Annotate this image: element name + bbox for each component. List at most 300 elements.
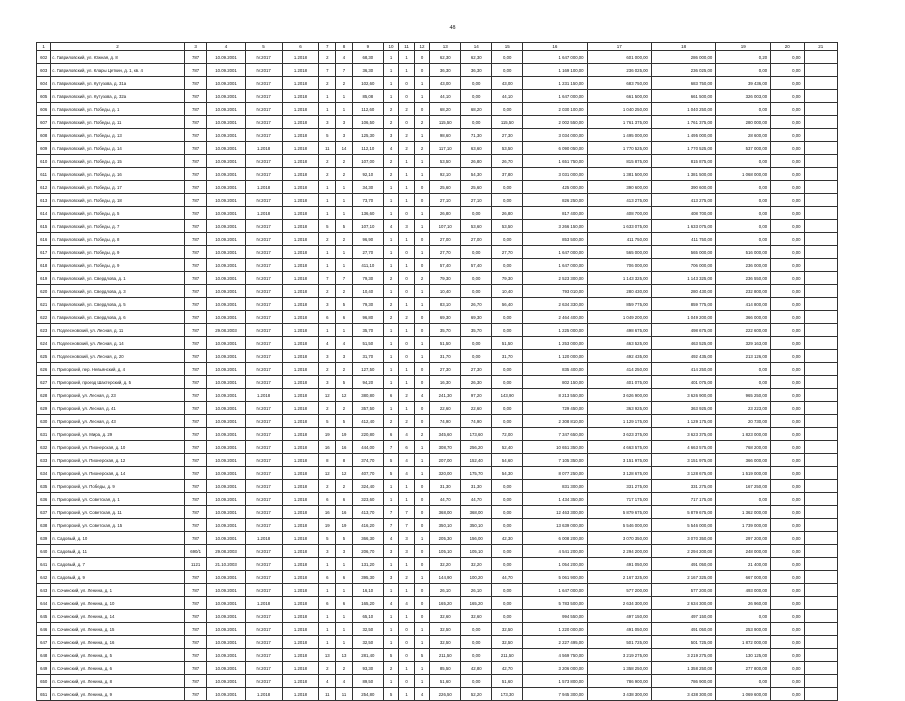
table-cell: 2 (414, 116, 429, 129)
table-cell: 623 (37, 324, 51, 337)
table-cell: 53,60 (461, 220, 492, 233)
table-row (37, 558, 838, 571)
table-cell: 69,30 (461, 311, 492, 324)
table-cell: 1 (319, 246, 336, 259)
table-cell: 994 550,00 (523, 610, 587, 623)
address-cell: п. Гавриловский, ул. Победы, д. 16 (51, 168, 185, 181)
table-cell: 4 (383, 532, 398, 545)
empty-cell (804, 649, 838, 662)
table-cell: 1 (336, 623, 353, 636)
table-cell: 1121 (184, 558, 207, 571)
table-cell: 2 (336, 402, 353, 415)
table-cell: 1.2018 (282, 493, 319, 506)
table-cell: 1 (399, 610, 414, 623)
table-cell: 2 (399, 142, 414, 155)
table-cell: 1 (383, 558, 398, 571)
table-cell: 0,00 (716, 64, 771, 77)
empty-cell (804, 194, 838, 207)
table-cell: 1 (383, 51, 398, 64)
table-cell: 607 (37, 116, 51, 129)
table-row (37, 571, 838, 584)
column-number: 17 (587, 43, 651, 51)
table-cell: 1 (414, 220, 429, 233)
table-cell: 0,00 (492, 545, 523, 558)
table-cell: 68,30 (352, 51, 383, 64)
table-cell: 10.09.2001 (207, 402, 245, 415)
table-cell: 577 200,00 (651, 584, 715, 597)
table-cell: 5 (336, 298, 353, 311)
table-cell: 350,10 (461, 519, 492, 532)
table-cell: 3 438 300,00 (651, 688, 715, 701)
table-cell: 1 358 250,00 (587, 662, 651, 675)
table-cell: 27,00 (430, 233, 461, 246)
table-cell: 29.08.2003 (207, 324, 245, 337)
table-cell: 10.09.2001 (207, 649, 245, 662)
table-cell: 89,50 (352, 675, 383, 688)
register-table (36, 42, 838, 701)
table-cell: 0,00 (771, 493, 804, 506)
table-cell: 1 434 350,00 (523, 493, 587, 506)
table-cell: 0,00 (492, 259, 523, 272)
table-row (37, 337, 838, 350)
table-cell: 0,00 (716, 675, 771, 688)
table-cell: 815 875,00 (651, 155, 715, 168)
table-cell: 11 (336, 688, 353, 701)
table-cell: 3 (336, 129, 353, 142)
address-cell: п. Садовый, д. 11 (51, 545, 185, 558)
table-cell: 308,70 (430, 441, 461, 454)
table-cell: 661 500,00 (651, 90, 715, 103)
table-cell: 26,70 (492, 155, 523, 168)
table-cell: 0,00 (771, 51, 804, 64)
address-cell: п. Подлесновский, ул. Лесная, д. 20 (51, 350, 185, 363)
table-cell: IV.2017 (245, 493, 282, 506)
table-cell: 21.10.2003 (207, 558, 245, 571)
column-number: 16 (523, 43, 587, 51)
table-row (37, 415, 838, 428)
table-cell: 0,00 (771, 246, 804, 259)
table-cell: 2 308 810,00 (523, 415, 587, 428)
table-cell: 1 049 200,00 (651, 311, 715, 324)
table-cell: 5 (383, 467, 398, 480)
table-cell: 32,20 (430, 558, 461, 571)
table-cell: 491 050,00 (587, 623, 651, 636)
table-cell: 0 (414, 194, 429, 207)
column-number: 4 (207, 43, 245, 51)
table-cell: 787 (184, 493, 207, 506)
table-cell: 226,50 (430, 688, 461, 701)
table-cell: 1 (399, 662, 414, 675)
table-cell: 10.09.2001 (207, 181, 245, 194)
table-cell: 425 000,00 (523, 181, 587, 194)
table-cell: 516 000,00 (716, 246, 771, 259)
table-cell: 5 061 900,00 (523, 571, 587, 584)
table-cell: 345,60 (430, 428, 461, 441)
table-cell: 0,00 (771, 337, 804, 350)
table-cell: 1 (336, 584, 353, 597)
table-cell: 2 (319, 233, 336, 246)
table-cell: IV.2017 (245, 363, 282, 376)
empty-cell (804, 662, 838, 675)
table-cell: 6 (336, 493, 353, 506)
table-cell: 3 128 675,00 (651, 467, 715, 480)
table-cell: 10 651 350,00 (523, 441, 587, 454)
table-cell: 627 (37, 376, 51, 389)
table-cell: 0,00 (492, 376, 523, 389)
table-cell: 0,00 (771, 662, 804, 675)
table-cell: 10.09.2001 (207, 350, 245, 363)
table-cell: 27,30 (461, 363, 492, 376)
table-cell: 2 (336, 480, 353, 493)
table-cell: 624 (37, 337, 51, 350)
table-cell: 498 675,00 (651, 324, 715, 337)
table-cell: 51,60 (430, 675, 461, 688)
table-cell: 1 054 200,00 (523, 558, 587, 571)
table-cell: 10.09.2001 (207, 675, 245, 688)
address-cell: п. Пригорский, ул. Пионерская, д. 12 (51, 454, 185, 467)
table-cell: 4 (336, 337, 353, 350)
table-cell: 7 (383, 506, 398, 519)
table-cell: 2 (319, 363, 336, 376)
table-cell: 2 030 100,00 (523, 103, 587, 116)
table-cell: 1.2018 (282, 142, 319, 155)
table-cell: 57,40 (461, 259, 492, 272)
table-cell: 787 (184, 675, 207, 688)
table-cell: 10.09.2001 (207, 116, 245, 129)
table-cell: 787 (184, 220, 207, 233)
table-cell: 0 (399, 77, 414, 90)
table-cell: 211,50 (430, 649, 461, 662)
table-cell: 3 (399, 545, 414, 558)
column-number: 12 (414, 43, 429, 51)
table-cell: 79,30 (352, 298, 383, 311)
table-cell: 645 (37, 610, 51, 623)
table-cell: 32,50 (352, 623, 383, 636)
table-cell: 10.09.2001 (207, 376, 245, 389)
table-cell: 649 (37, 662, 51, 675)
table-cell: 1 (319, 207, 336, 220)
table-cell: 105,10 (430, 545, 461, 558)
table-cell: IV.2017 (245, 662, 282, 675)
table-cell: 6 (383, 389, 398, 402)
empty-cell (804, 298, 838, 311)
table-cell: 241,30 (430, 389, 461, 402)
empty-cell (804, 389, 838, 402)
empty-cell (804, 155, 838, 168)
table-cell: 408 700,00 (651, 207, 715, 220)
table-cell: 1 (414, 298, 429, 311)
table-cell: 16 (336, 506, 353, 519)
table-cell: 5 783 500,00 (523, 597, 587, 610)
address-cell: п. Гавриловский, ул. Победы, д. 11 (51, 116, 185, 129)
table-cell: 603 (37, 64, 51, 77)
table-cell: 2 (336, 285, 353, 298)
table-cell: 7 (399, 519, 414, 532)
table-cell: 1 225 000,00 (523, 324, 587, 337)
table-cell: 0,00 (461, 246, 492, 259)
table-cell: IV.2017 (245, 311, 282, 324)
table-cell: 2 (383, 103, 398, 116)
table-cell: 4 663 575,00 (651, 441, 715, 454)
table-cell: 1.2018 (282, 636, 319, 649)
table-cell: 25,60 (461, 181, 492, 194)
table-cell: 497 150,00 (651, 610, 715, 623)
table-cell: 0,00 (771, 220, 804, 233)
table-cell: 4 (399, 428, 414, 441)
table-cell: 643 (37, 584, 51, 597)
table-cell: 2 (383, 415, 398, 428)
table-cell: 32,20 (461, 558, 492, 571)
table-cell: 1 (399, 298, 414, 311)
table-cell: 10.09.2001 (207, 155, 245, 168)
table-cell: 0,00 (492, 363, 523, 376)
table-cell: 407,70 (352, 467, 383, 480)
table-cell: 6 (336, 311, 353, 324)
table-cell: 1 647 000,00 (523, 90, 587, 103)
table-cell: 0 (414, 311, 429, 324)
table-cell: 10.09.2001 (207, 142, 245, 155)
table-cell: 10.09.2001 (207, 285, 245, 298)
table-cell: 0,00 (771, 597, 804, 610)
table-cell: 165,20 (352, 597, 383, 610)
table-cell: 1.2018 (282, 233, 319, 246)
address-cell: п. Подлесновский, ул. Лесная, д. 14 (51, 337, 185, 350)
table-cell: 1.2018 (282, 103, 319, 116)
table-cell: 3 151 975,00 (651, 454, 715, 467)
table-cell: 1.2018 (282, 532, 319, 545)
empty-cell (804, 441, 838, 454)
table-cell: 787 (184, 246, 207, 259)
empty-cell (804, 467, 838, 480)
table-cell: 4 663 575,00 (587, 441, 651, 454)
table-cell: 1 253 000,00 (523, 337, 587, 350)
table-cell: 793 010,00 (523, 285, 587, 298)
table-cell: 107,10 (352, 220, 383, 233)
table-cell: 26,10 (430, 584, 461, 597)
table-cell: 0,00 (492, 415, 523, 428)
table-cell: 787 (184, 441, 207, 454)
address-cell: п. Сочинский, ул. Ленина, д. 6 (51, 662, 185, 675)
table-cell: 1 (414, 77, 429, 90)
table-cell: 6 (399, 441, 414, 454)
table-cell: 1 (414, 623, 429, 636)
table-cell: 1 (336, 181, 353, 194)
table-cell: 10.09.2001 (207, 207, 245, 220)
table-cell: 608 (37, 129, 51, 142)
table-cell: 1 770 525,00 (587, 142, 651, 155)
table-cell: 0,00 (461, 207, 492, 220)
table-cell: 5 (383, 649, 398, 662)
table-cell: 4 (336, 51, 353, 64)
table-cell: 0,00 (492, 233, 523, 246)
table-cell: 7 (336, 272, 353, 285)
table-cell: 4 (383, 597, 398, 610)
table-cell: 638 (37, 519, 51, 532)
table-cell: 5 (336, 376, 353, 389)
table-cell: 0,00 (492, 597, 523, 610)
table-row (37, 116, 838, 129)
table-cell: 0,00 (771, 272, 804, 285)
table-cell: 3 (383, 571, 398, 584)
table-cell: IV.2017 (245, 545, 282, 558)
table-cell: IV.2017 (245, 519, 282, 532)
column-number: 10 (383, 43, 398, 51)
table-cell: 610 (37, 155, 51, 168)
table-cell: 3 (383, 129, 398, 142)
table-cell: 74,90 (430, 415, 461, 428)
table-cell: IV.2017 (245, 623, 282, 636)
table-cell: 1.2018 (282, 90, 319, 103)
table-cell: 1 (414, 129, 429, 142)
empty-cell (804, 285, 838, 298)
table-cell: 10.09.2001 (207, 480, 245, 493)
table-cell: 2 (383, 311, 398, 324)
table-cell: 297 200,00 (716, 532, 771, 545)
table-cell: 32,60 (461, 610, 492, 623)
table-cell: 3 (399, 532, 414, 545)
table-cell: 802 150,00 (523, 376, 587, 389)
table-cell: 6 (336, 597, 353, 610)
table-cell: 1.2018 (282, 402, 319, 415)
table-cell: 53,50 (492, 220, 523, 233)
table-cell: 498 675,00 (587, 324, 651, 337)
table-cell: IV.2017 (245, 584, 282, 597)
table-cell: 6 090 050,00 (523, 142, 587, 155)
table-cell: 1 (399, 363, 414, 376)
table-cell: 0 (414, 493, 429, 506)
table-cell: 0,00 (716, 194, 771, 207)
table-cell: 1 (336, 610, 353, 623)
table-cell: 787 (184, 155, 207, 168)
table-row (37, 389, 838, 402)
table-cell: 4 (383, 220, 398, 233)
table-cell: 380,80 (352, 389, 383, 402)
table-cell: 634 (37, 467, 51, 480)
table-cell: 10.09.2001 (207, 246, 245, 259)
table-cell: IV.2017 (245, 298, 282, 311)
address-cell: п. Гавриловский, ул. Победы, д. 7 (51, 220, 185, 233)
table-cell: 0,00 (771, 103, 804, 116)
table-cell: IV.2017 (245, 415, 282, 428)
table-cell: 0 (399, 350, 414, 363)
table-cell: 0,00 (771, 168, 804, 181)
table-cell: 2 167 325,00 (587, 571, 651, 584)
table-cell: 0,00 (492, 493, 523, 506)
table-cell: 787 (184, 298, 207, 311)
table-cell: 256,20 (461, 441, 492, 454)
table-cell: 787 (184, 337, 207, 350)
table-cell: 390 600,00 (651, 181, 715, 194)
table-cell: 1.2018 (282, 363, 319, 376)
empty-cell (804, 77, 838, 90)
table-cell: 0,00 (716, 181, 771, 194)
table-cell: 19 (336, 519, 353, 532)
table-cell: 0,00 (771, 402, 804, 415)
table-cell: IV.2017 (245, 571, 282, 584)
table-cell: 1.2018 (245, 532, 282, 545)
table-row (37, 597, 838, 610)
table-cell: 1 (336, 324, 353, 337)
table-cell: 1 (319, 259, 336, 272)
table-cell: IV.2017 (245, 649, 282, 662)
table-cell: 1.2018 (282, 597, 319, 610)
table-cell: 10,40 (430, 285, 461, 298)
table-row (37, 142, 838, 155)
table-cell: 19 (319, 428, 336, 441)
table-cell: 16,30 (430, 376, 461, 389)
table-cell: 1 (399, 168, 414, 181)
table-cell: 0 (414, 363, 429, 376)
table-cell: 0,00 (771, 350, 804, 363)
table-cell: 79,30 (430, 272, 461, 285)
table-cell: IV.2017 (245, 441, 282, 454)
column-number: 14 (461, 43, 492, 51)
table-cell: 94,20 (352, 376, 383, 389)
table-cell: 683 750,00 (587, 77, 651, 90)
table-cell: 0 (399, 246, 414, 259)
table-row (37, 103, 838, 116)
table-row (37, 168, 838, 181)
table-cell: 787 (184, 181, 207, 194)
address-cell: п. Гавриловский, ул. Кутузова, д. 32а (51, 90, 185, 103)
table-cell: 1.2018 (282, 623, 319, 636)
table-cell: 0,00 (771, 389, 804, 402)
table-cell: 787 (184, 480, 207, 493)
table-cell: 414 800,00 (716, 298, 771, 311)
table-cell: 605 (37, 90, 51, 103)
table-cell: 0,00 (461, 675, 492, 688)
table-cell: 16 (336, 441, 353, 454)
table-cell: 1 143 325,00 (587, 272, 651, 285)
table-row (37, 298, 838, 311)
table-cell: 1.2018 (282, 649, 319, 662)
table-cell: 1 (399, 480, 414, 493)
table-cell: 1 (414, 90, 429, 103)
table-cell: 5 (336, 220, 353, 233)
table-cell: 2 (399, 389, 414, 402)
table-cell: 646 (37, 623, 51, 636)
table-row (37, 90, 838, 103)
table-cell: 0,00 (771, 207, 804, 220)
table-row (37, 649, 838, 662)
table-cell: 1 (399, 558, 414, 571)
table-cell: 2 (319, 155, 336, 168)
table-cell: 0,00 (492, 402, 523, 415)
table-cell: 444,00 (352, 441, 383, 454)
table-cell: 37,80 (492, 168, 523, 181)
column-number: 1 (37, 43, 51, 51)
table-cell: 965 250,00 (716, 389, 771, 402)
table-cell: 7 (336, 64, 353, 77)
table-cell: 51,50 (352, 337, 383, 350)
table-cell: 787 (184, 571, 207, 584)
table-cell: 0 (414, 376, 429, 389)
empty-cell (804, 220, 838, 233)
table-cell: 5 546 000,00 (651, 519, 715, 532)
table-cell: 497 150,00 (587, 610, 651, 623)
table-cell: 1 (399, 376, 414, 389)
table-cell: 1 872 000,00 (716, 636, 771, 649)
table-cell: 0 (399, 90, 414, 103)
table-cell: 102,60 (352, 77, 383, 90)
table-cell: 1 (336, 246, 353, 259)
table-cell: 1 220 000,00 (523, 623, 587, 636)
table-cell: 10.09.2001 (207, 688, 245, 701)
table-cell: 93,30 (352, 662, 383, 675)
table-cell: IV.2017 (245, 285, 282, 298)
address-cell: п. Гавриловский, ул. Свердлова, д. 1 (51, 272, 185, 285)
table-cell: 13 (319, 649, 336, 662)
